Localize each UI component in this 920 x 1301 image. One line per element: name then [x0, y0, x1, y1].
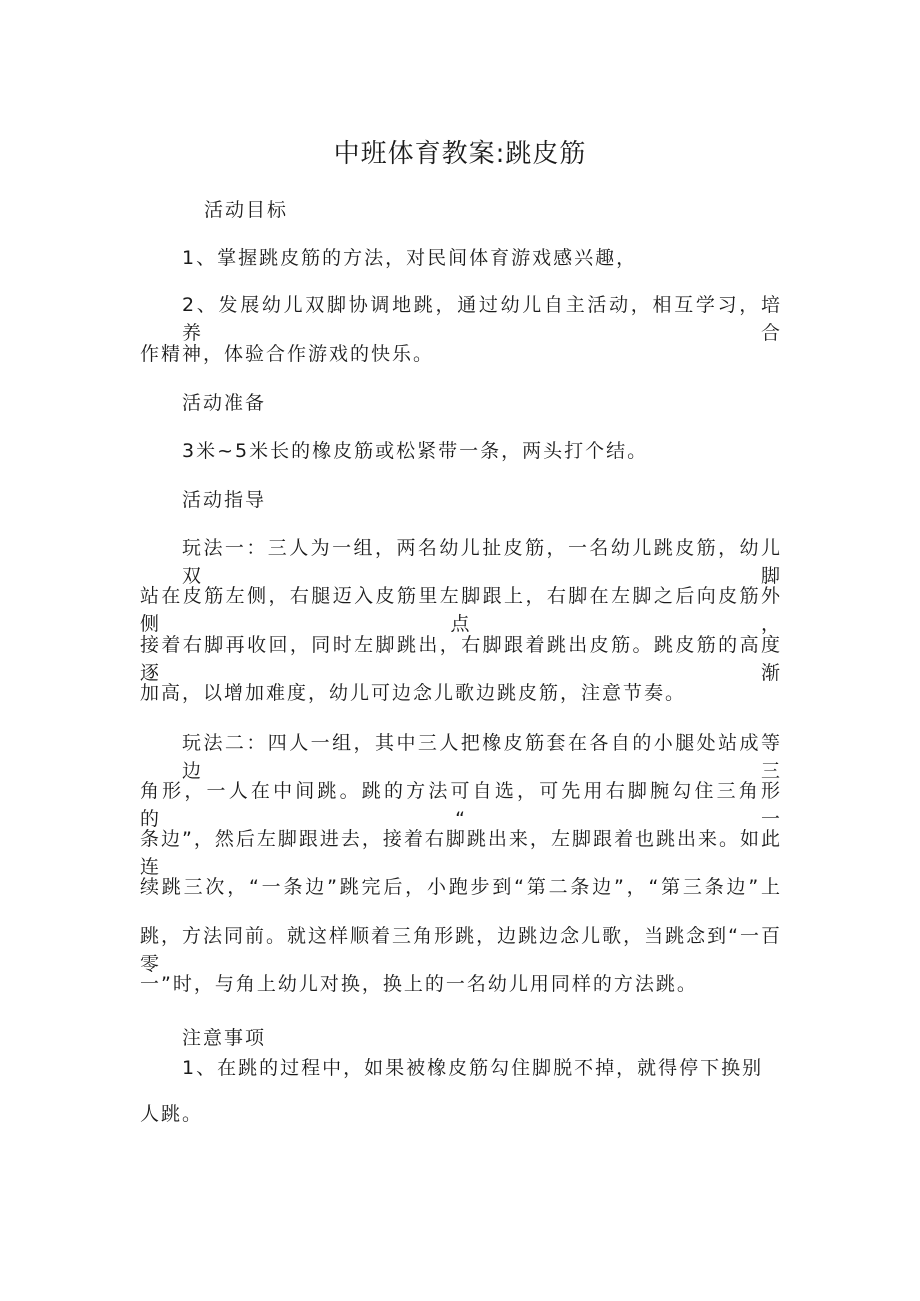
notes-item-1-line-1: 1、在跳的过程中，如果被橡皮筋勾住脚脱不掉，就得停下换别 — [182, 1057, 764, 1079]
page-title: 中班体育教案:跳皮筋 — [333, 139, 587, 169]
method2-line-5: 跳，方法同前。就这样顺着三角形跳，边跳边念儿歌，当跳念到“一百零 — [140, 925, 782, 975]
goals-heading: 活动目标 — [204, 199, 289, 221]
method2-line-3: 条边”，然后左脚跟进去，接着右脚跳出来，左脚跟着也跳出来。如此连 — [140, 828, 782, 878]
method2-line-1: 玩法二：四人一组，其中三人把橡皮筋套在各自的小腿处站成等边三 — [182, 732, 782, 782]
goals-item-2-line-2: 作精神，体验合作游戏的快乐。 — [140, 343, 435, 365]
method2-line-2: 角形，一人在中间跳。跳的方法可自选，可先用右脚腕勾住三角形的“一 — [140, 780, 782, 830]
notes-heading: 注意事项 — [182, 1027, 267, 1049]
method1-line-1: 玩法一：三人为一组，两名幼儿扯皮筋，一名幼儿跳皮筋，幼儿双脚 — [182, 537, 782, 587]
notes-item-1-line-2: 人跳。 — [140, 1103, 204, 1125]
goals-item-2-line-1: 2、发展幼儿双脚协调地跳，通过幼儿自主活动，相互学习，培养合 — [182, 294, 782, 344]
preparation-heading: 活动准备 — [182, 392, 267, 414]
method1-line-2: 站在皮筋左侧，右腿迈入皮筋里左脚跟上，右脚在左脚之后向皮筋外侧点， — [140, 585, 782, 635]
goals-item-1: 1、掌握跳皮筋的方法，对民间体育游戏感兴趣， — [182, 247, 638, 269]
guidance-heading: 活动指导 — [182, 489, 267, 511]
method2-line-4: 续跳三次，“一条边”跳完后，小跑步到“第二条边”，“第三条边”上 — [140, 876, 782, 898]
preparation-text: 3米~5米长的橡皮筋或松紧带一条，两头打个结。 — [182, 440, 649, 462]
method2-line-6: 一”时，与角上幼儿对换，换上的一名幼儿用同样的方法跳。 — [140, 973, 698, 995]
method1-line-3: 接着右脚再收回，同时左脚跳出，右脚跟着跳出皮筋。跳皮筋的高度逐渐 — [140, 634, 782, 684]
method1-line-4: 加高，以增加难度，幼儿可边念儿歌边跳皮筋，注意节奏。 — [140, 682, 687, 704]
